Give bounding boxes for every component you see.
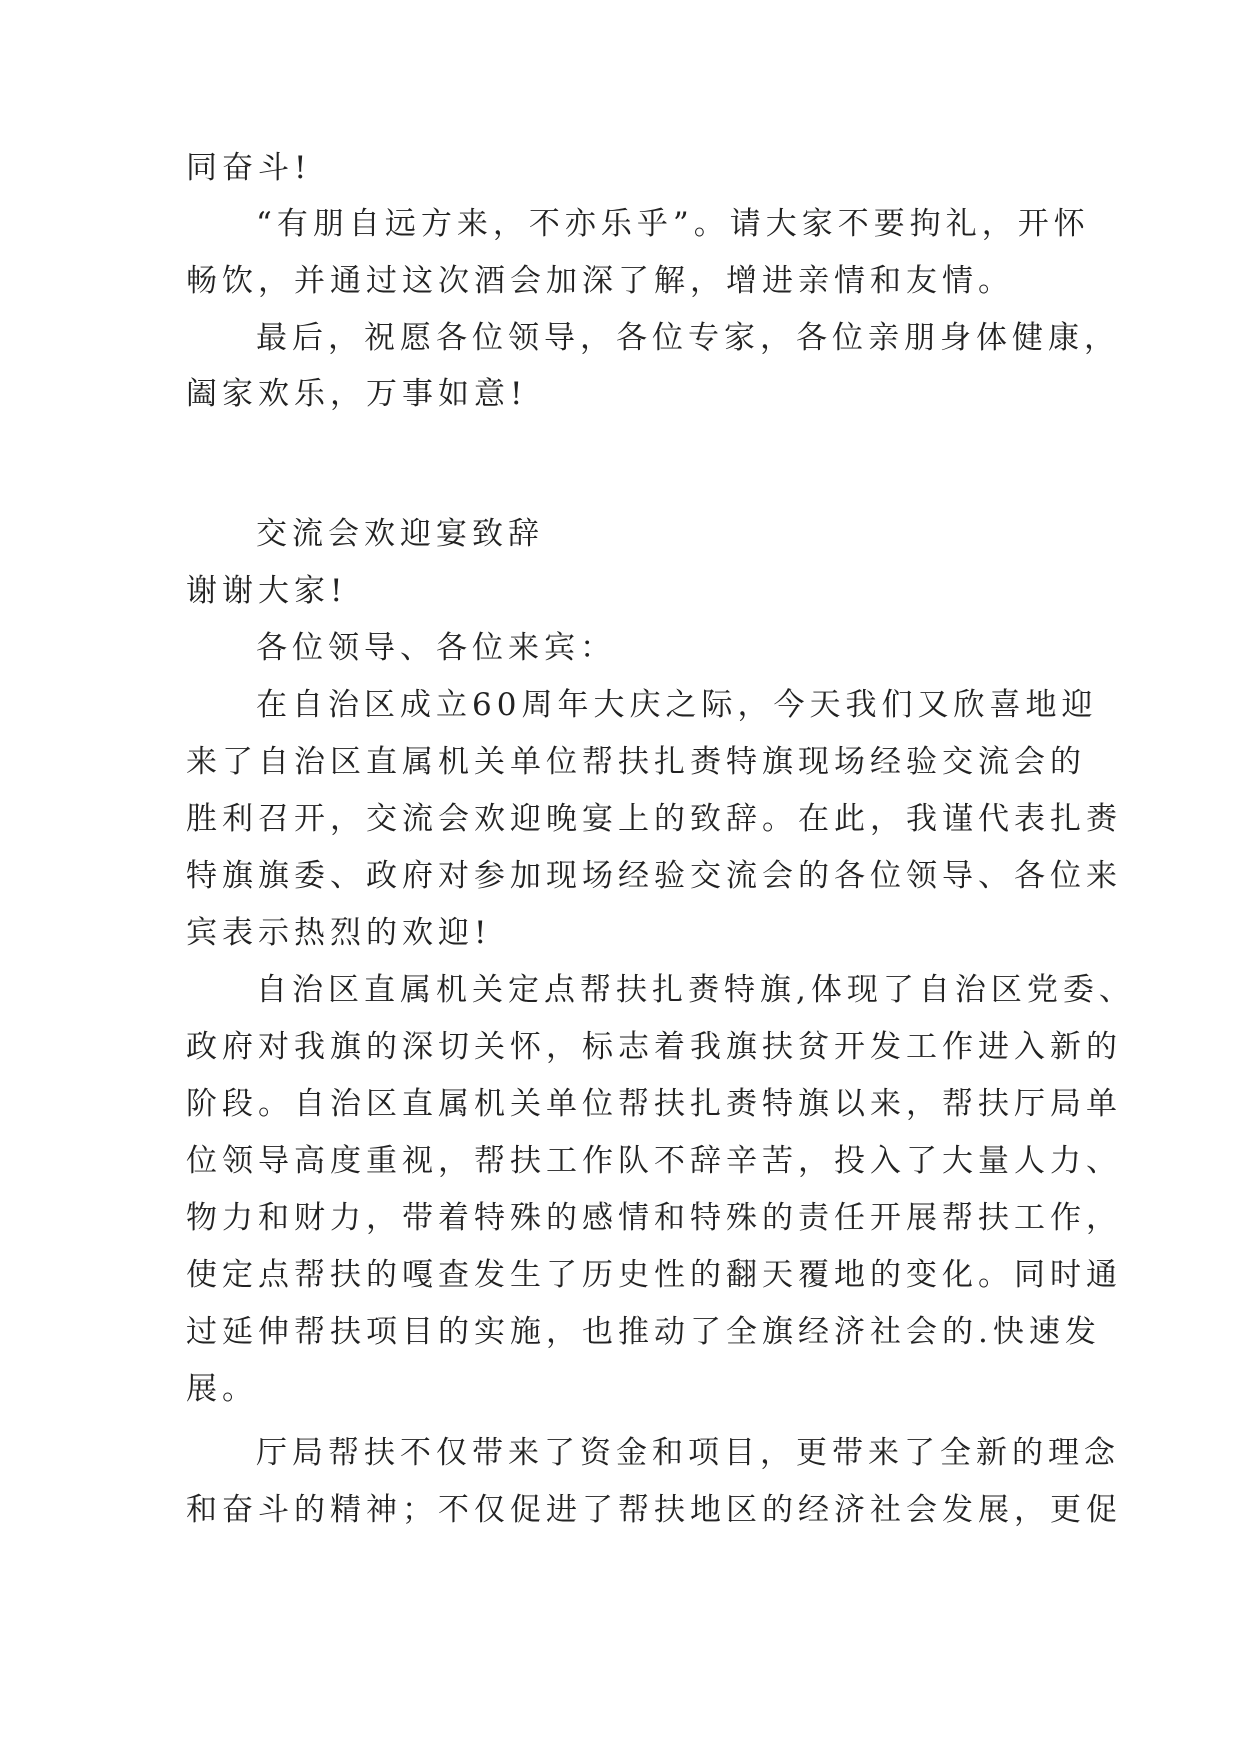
text-line: “有朋自远方来，不亦乐乎”。请大家不要拘礼，开怀 [256, 206, 1090, 242]
text-line: 物力和财力，带着特殊的感情和特殊的责任开展帮扶工作， [186, 1200, 1122, 1236]
text-line: 自治区直属机关定点帮扶扎赉特旗,体现了自治区党委、 [256, 972, 1135, 1008]
text-line: 特旗旗委、政府对参加现场经验交流会的各位领导、各位来 [186, 858, 1122, 894]
text-line: 阶段。自治区直属机关单位帮扶扎赉特旗以来，帮扶厅局单 [186, 1086, 1122, 1122]
text-line: 宾表示热烈的欢迎! [186, 915, 492, 951]
text-line: 厅局帮扶不仅带来了资金和项目，更带来了全新的理念 [256, 1435, 1120, 1471]
text-line: 和奋斗的精神；不仅促进了帮扶地区的经济社会发展，更促 [186, 1492, 1122, 1528]
text-line: 来了自治区直属机关单位帮扶扎赉特旗现场经验交流会的 [186, 744, 1086, 780]
text-line: 过延伸帮扶项目的实施，也推动了全旗经济社会的.快速发 [186, 1314, 1101, 1350]
text-line: 畅饮，并通过这次酒会加深了解，增进亲情和友情。 [186, 263, 1014, 299]
text-line: 使定点帮扶的嘎查发生了历史性的翻天覆地的变化。同时通 [186, 1257, 1122, 1293]
salutation: 各位领导、各位来宾： [256, 630, 616, 666]
text-line: 位领导高度重视，帮扶工作队不辞辛苦，投入了大量人力、 [186, 1143, 1122, 1179]
text-line: 最后，祝愿各位领导，各位专家，各位亲朋身体健康， [256, 320, 1120, 356]
section-title: 交流会欢迎宴致辞 [256, 516, 544, 552]
text-line: 政府对我旗的深切关怀，标志着我旗扶贫开发工作进入新的 [186, 1029, 1122, 1065]
text-line: 展。 [186, 1371, 258, 1407]
text-line: 胜利召开，交流会欢迎晚宴上的致辞。在此，我谨代表扎赉 [186, 801, 1122, 837]
text-line: 阖家欢乐，万事如意! [186, 376, 528, 412]
text-line: 谢谢大家! [186, 573, 348, 609]
text-line: 同奋斗! [186, 150, 312, 186]
text-line: 在自治区成立60周年大庆之际，今天我们又欣喜地迎 [256, 687, 1098, 723]
